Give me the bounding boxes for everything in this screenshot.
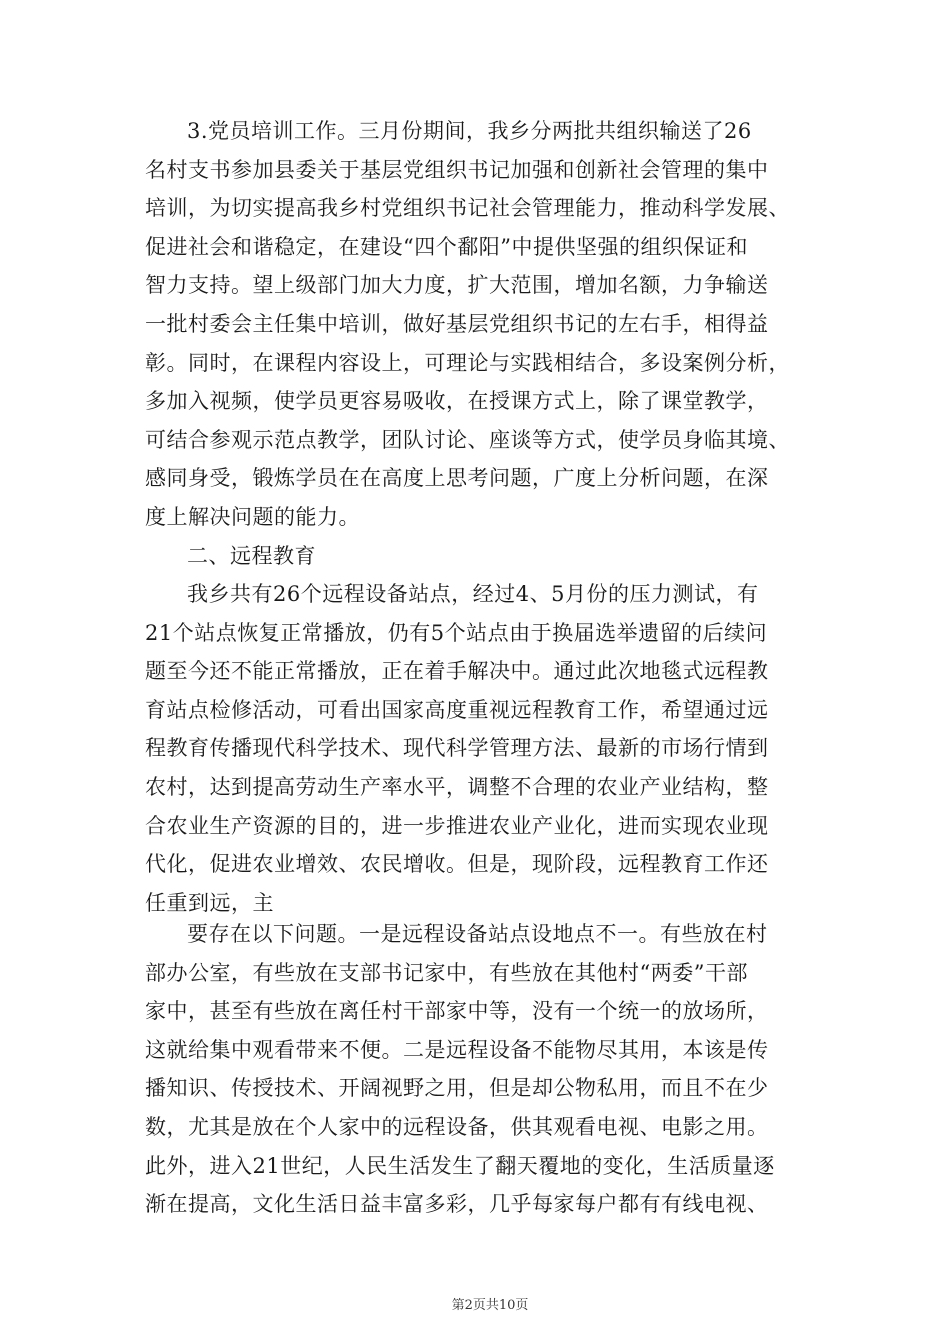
body-section-heading (145, 537, 810, 576)
body-section-training (145, 112, 810, 537)
page-number-label: 第2页共10页 (451, 1298, 529, 1313)
page-footer (0, 1294, 950, 1313)
section-heading-remote-education: 二、远程教育 (187, 544, 316, 568)
body-section-remote (145, 575, 810, 922)
paragraph-remote-stations: 我乡共有26个远程设备站点，经过4、5月份的压力测试，有 21个站点恢复正常播放，仍有5个站点由于换届选举遗留的后续问 题至今还不能正常播放，正在着手解决中。通过此次地毯式远程教 育站点检修活动，可看出国家高度重视远程教育工作，希望通过远 程教育传播现代科学技术、现代科学管理方法、最新的市场行情到 农村，达到提高劳动生产率水平，调整不合理的农业产业结构，整 合农业生产资源的目的，进一步推进农业产业化，进而实现农业现 代化，促进农业增效、农民增收。但是，现阶段，远程教育工作还 任重到远，主 (145, 582, 769, 915)
paragraph-party-member-training: 3.党员培训工作。三月份期间，我乡分两批共组织输送了26 名村支书参加县委关于基层党组织书记加强和创新社会管理的集中 培训，为切实提高我乡村党组织书记社会管理能力，推动科学发展、 促进社会和谐稳定，在建设“四个鄱阳”中提供坚强的组织保证和 智力支持。望上级部门加大力度，扩大范围，增加名额，力争输送 一批村委会主任集中培训，做好基层党组织书记的左右手，相得益 彰。同时，在课程内容设上，可理论与实践相结合，多设案例分析， 多加入视频，使学员更容易吸收，在授课方式上，除了课堂教学， 可结合参观示范点教学，团队讨论、座谈等方式，使学员身临其境、 感同身受，锻炼学员在在高度上思考问题，广度上分析问题，在深 度上解决问题的能力。 (145, 119, 790, 529)
paragraph-remote-problems: 要存在以下问题。一是远程设备站点设地点不一。有些放在村 部办公室，有些放在支部书记家中，有些放在其他村“两委”干部 家中，甚至有些放在离任村干部家中等，没有一个统一的放场所， 这就给集中观看带来不便。二是远程设备不能物尽其用，本该是传 播知识、传授技术、开阔视野之用，但是却公物私用，而且不在少 数，尤其是放在个人家中的远程设备，供其观看电视、电影之用。 此外，进入21世纪，人民生活发生了翻天覆地的变化，生活质量逐 渐在提高，文化生活日益丰富多彩，几乎每家每户都有有线电视、 (145, 922, 775, 1217)
body-section-problems (145, 915, 810, 1224)
